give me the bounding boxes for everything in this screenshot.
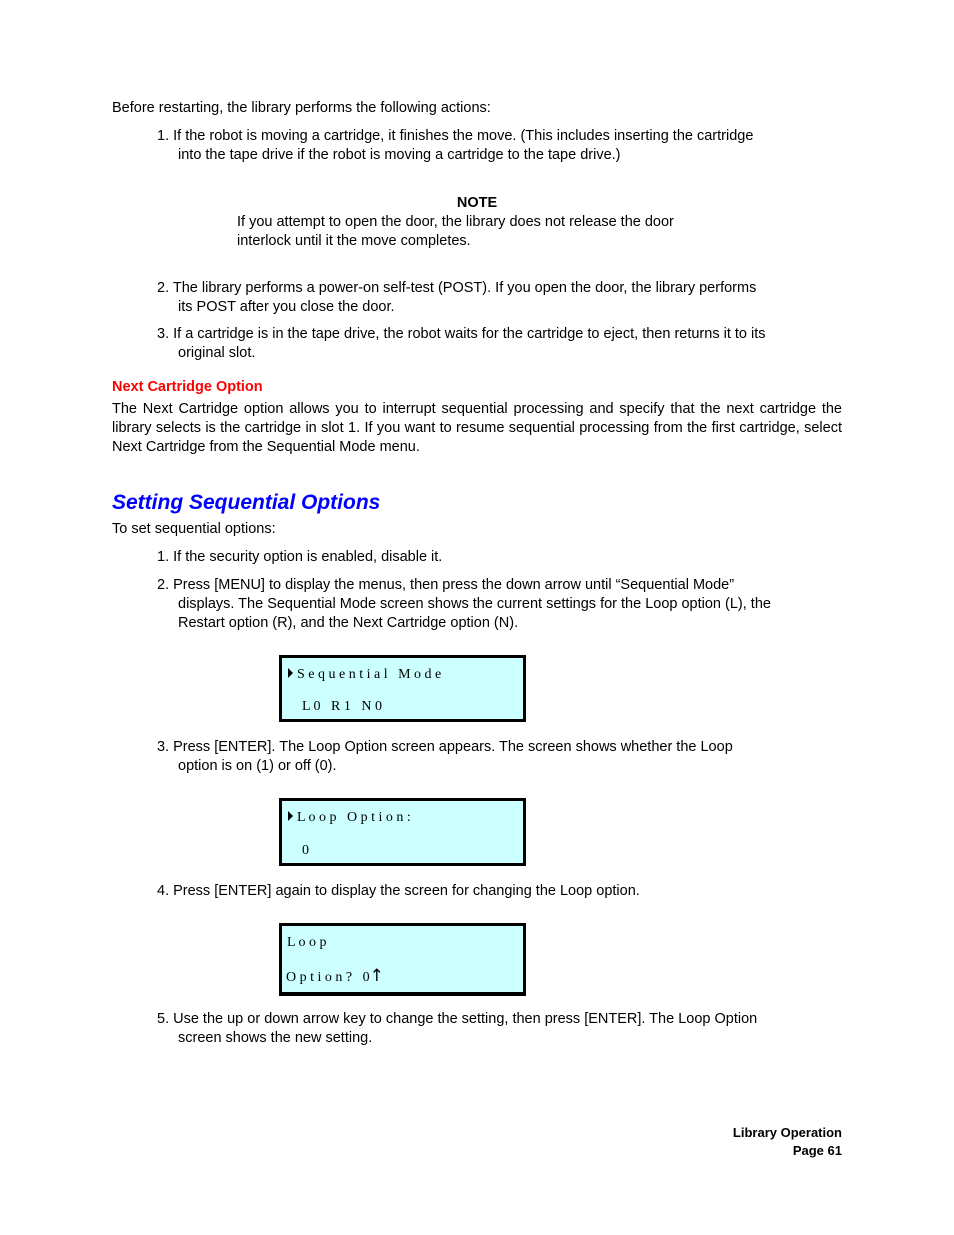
step-line: 2. The library performs a power-on self-test (POST). If you open the door, the library performs: [157, 280, 757, 296]
lcd-line: O p t i o n ? 0↑: [286, 966, 384, 986]
pointer-triangle-icon: [288, 811, 293, 821]
step-line: displays. The Sequential Mode screen shows the current settings for the Loop option (L), the: [178, 596, 771, 612]
lcd-line: S e q u e n t i a l M o d e: [288, 667, 441, 683]
step-line: 2. Press [MENU] to display the menus, then press the down arrow until “Sequential Mode”: [157, 577, 735, 593]
lcd-line: 0: [302, 843, 309, 858]
step-line: 4. Press [ENTER] again to display the screen for changing the Loop option.: [157, 883, 640, 899]
step-line: 5. Use the up or down arrow key to change the setting, then press [ENTER]. The Loop Option: [157, 1011, 758, 1027]
note-body: [237, 213, 737, 251]
footer-section: Library Operation: [732, 1125, 842, 1140]
step-line: original slot.: [178, 345, 256, 361]
lcd-line: L 0 R 1 N 0: [302, 699, 382, 714]
page-footer: [733, 1124, 842, 1160]
lcd-line: L o o p O p t i o n :: [288, 810, 411, 826]
step-line: option is on (1) or off (0).: [178, 758, 337, 774]
step-line: 3. Press [ENTER]. The Loop Option screen appears. The screen shows whether the Loop: [157, 739, 733, 755]
sequential-step-2: [157, 576, 827, 633]
pointer-triangle-icon: [288, 668, 293, 678]
next-cartridge-heading: Next Cartridge Option: [112, 379, 263, 395]
footer-page-number: Page 61: [792, 1143, 842, 1158]
step-line: into the tape drive if the robot is moving a cartridge to the tape drive.): [178, 147, 621, 163]
lcd-line: L o o p: [287, 935, 327, 950]
up-arrow-icon: ↑: [369, 966, 384, 986]
lcd-sequential-mode: [279, 655, 526, 722]
sequential-step-1: [157, 548, 827, 567]
intro-text: Before restarting, the library performs the following actions:: [112, 100, 491, 116]
step-line: its POST after you close the door.: [178, 299, 395, 315]
note-line: If you attempt to open the door, the library does not release the door: [237, 214, 674, 230]
next-cartridge-body: The Next Cartridge option allows you to interrupt sequential processing and specify that the next cartridge the library selects is the cartridge in slot 1. If you want to resume sequential processing from the first cartridge, select Next Cartridge from the Sequential Mode menu.: [112, 401, 842, 455]
step-line: screen shows the new setting.: [178, 1030, 373, 1046]
lcd-loop-option-change: [279, 923, 526, 996]
restart-step-2: [157, 279, 827, 317]
step-line: 1. If the security option is enabled, disable it.: [157, 549, 443, 565]
section-intro: To set sequential options:: [112, 521, 276, 537]
lcd-loop-option: [279, 798, 526, 866]
sequential-step-4: [157, 882, 827, 901]
step-line: 1. If the robot is moving a cartridge, it finishes the move. (This includes inserting the cartridge: [157, 128, 754, 144]
sequential-step-3: [157, 738, 827, 776]
note-title: NOTE: [456, 195, 498, 211]
section-heading: Setting Sequential Options: [112, 491, 381, 514]
restart-step-3: [157, 325, 827, 363]
step-line: Restart option (R), and the Next Cartridge option (N).: [178, 615, 519, 631]
sequential-step-5: [157, 1010, 827, 1048]
note-line: interlock until it the move completes.: [237, 233, 471, 249]
step-line: 3. If a cartridge is in the tape drive, the robot waits for the cartridge to eject, then returns it to its: [157, 326, 766, 342]
restart-step-1: [157, 127, 827, 165]
